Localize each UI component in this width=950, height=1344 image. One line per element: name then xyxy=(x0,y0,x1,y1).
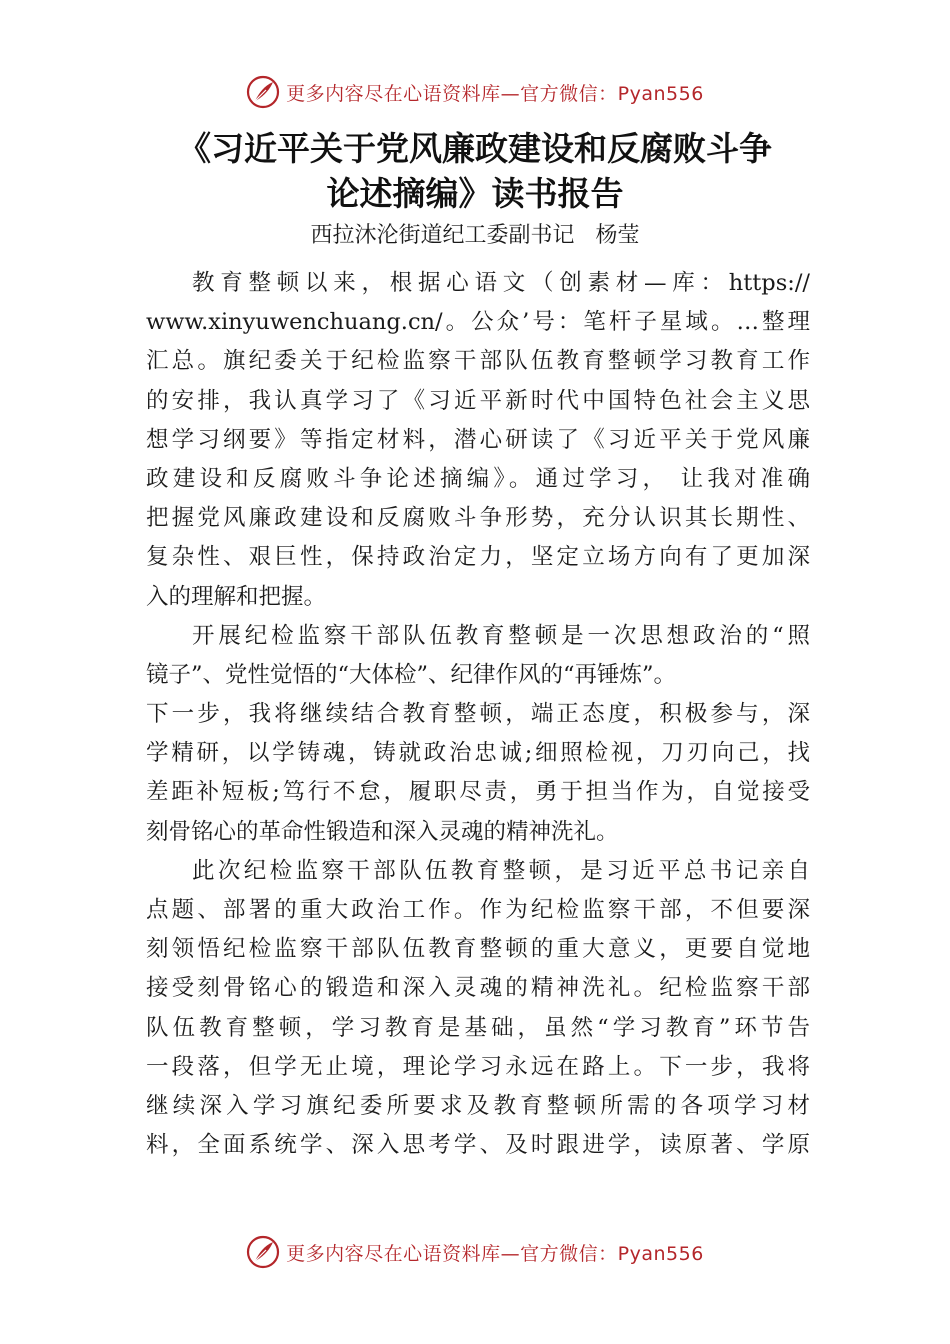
body-line: 开展纪检监察干部队伍教育整顿是一次思想政治的“照 xyxy=(192,622,810,649)
body-line: 刻领悟纪检监察干部队伍教育整顿的重大意义，更要自觉地 xyxy=(146,936,810,963)
body-line: 下一步，我将继续结合教育整顿，端正态度，积极参与，深 xyxy=(146,701,810,728)
watermark-banner-bottom xyxy=(0,1232,950,1272)
body-line: 继续深入学习旗纪委所要求及教育整顿所需的各项学习材 xyxy=(146,1092,810,1119)
body-line: 政建设和反腐败斗争论述摘编》。通过学习， 让我对准确 xyxy=(146,465,810,492)
body-line: 刻骨铭心的革命性锻造和深入灵魂的精神洗礼。 xyxy=(146,818,619,845)
body-line: 料，全面系统学、深入思考学、及时跟进学，读原著、学原 xyxy=(146,1132,810,1159)
body-line: 的安排，我认真学习了《习近平新时代中国特色社会主义思 xyxy=(146,387,810,414)
author-byline: 西拉沐沦街道纪工委副书记 杨莹 xyxy=(310,223,640,248)
body-line: 把握党风廉政建设和反腐败斗争形势，充分认识其长期性、 xyxy=(146,505,810,532)
body-line: 复杂性、艰巨性，保持政治定力，坚定立场方向有了更加深 xyxy=(146,544,810,571)
body-line: 此次纪检监察干部队伍教育整顿，是习近平总书记亲自 xyxy=(192,857,810,884)
watermark-text: 更多内容尽在心语资料库—官方微信：Pyan556 xyxy=(286,82,704,105)
body-line: 一段落，但学无止境，理论学习永远在路上。下一步，我将 xyxy=(146,1053,810,1080)
body-line: 入的理解和把握。 xyxy=(146,583,327,610)
body-line: 学精研，以学铸魂，铸就政治忠诚;细照检视，刀刃向己，找 xyxy=(146,740,810,767)
feather-quill-logo-icon xyxy=(246,75,280,109)
document-title-line-1: 《习近平关于党风廉政建设和反腐败斗争 xyxy=(178,129,772,168)
body-line: 点题、部署的重大政治工作。作为纪检监察干部，不但要深 xyxy=(146,897,810,923)
watermark-text: 更多内容尽在心语资料库—官方微信：Pyan556 xyxy=(286,1242,704,1265)
document-title-line-2: 论述摘编》读书报告 xyxy=(326,174,624,213)
feather-quill-logo-icon xyxy=(246,1235,280,1269)
body-line: 接受刻骨铭心的锻造和深入灵魂的精神洗礼。纪检监察干部 xyxy=(146,975,810,1002)
watermark-banner-top xyxy=(0,72,950,112)
body-line: 镜子”、党性觉悟的“大体检”、纪律作风的“再锤炼”。 xyxy=(146,661,677,688)
body-line: www.xinyuwenchuang.cn/。公众’号：笔杆子星域。…整理 xyxy=(146,309,810,336)
body-line: 教育整顿以来，根据心语文（创素材—库：https:// xyxy=(192,270,810,296)
body-line: 队伍教育整顿，学习教育是基础，虽然“学习教育”环节告 xyxy=(146,1014,810,1041)
body-text xyxy=(146,264,810,1165)
body-line: 差距补短板;笃行不怠，履职尽责，勇于担当作为，自觉接受 xyxy=(146,779,810,806)
body-line: 想学习纲要》等指定材料，潜心研读了《习近平关于党风廉 xyxy=(146,426,810,453)
body-line: 汇总。旗纪委关于纪检监察干部队伍教育整顿学习教育工作 xyxy=(146,348,810,375)
